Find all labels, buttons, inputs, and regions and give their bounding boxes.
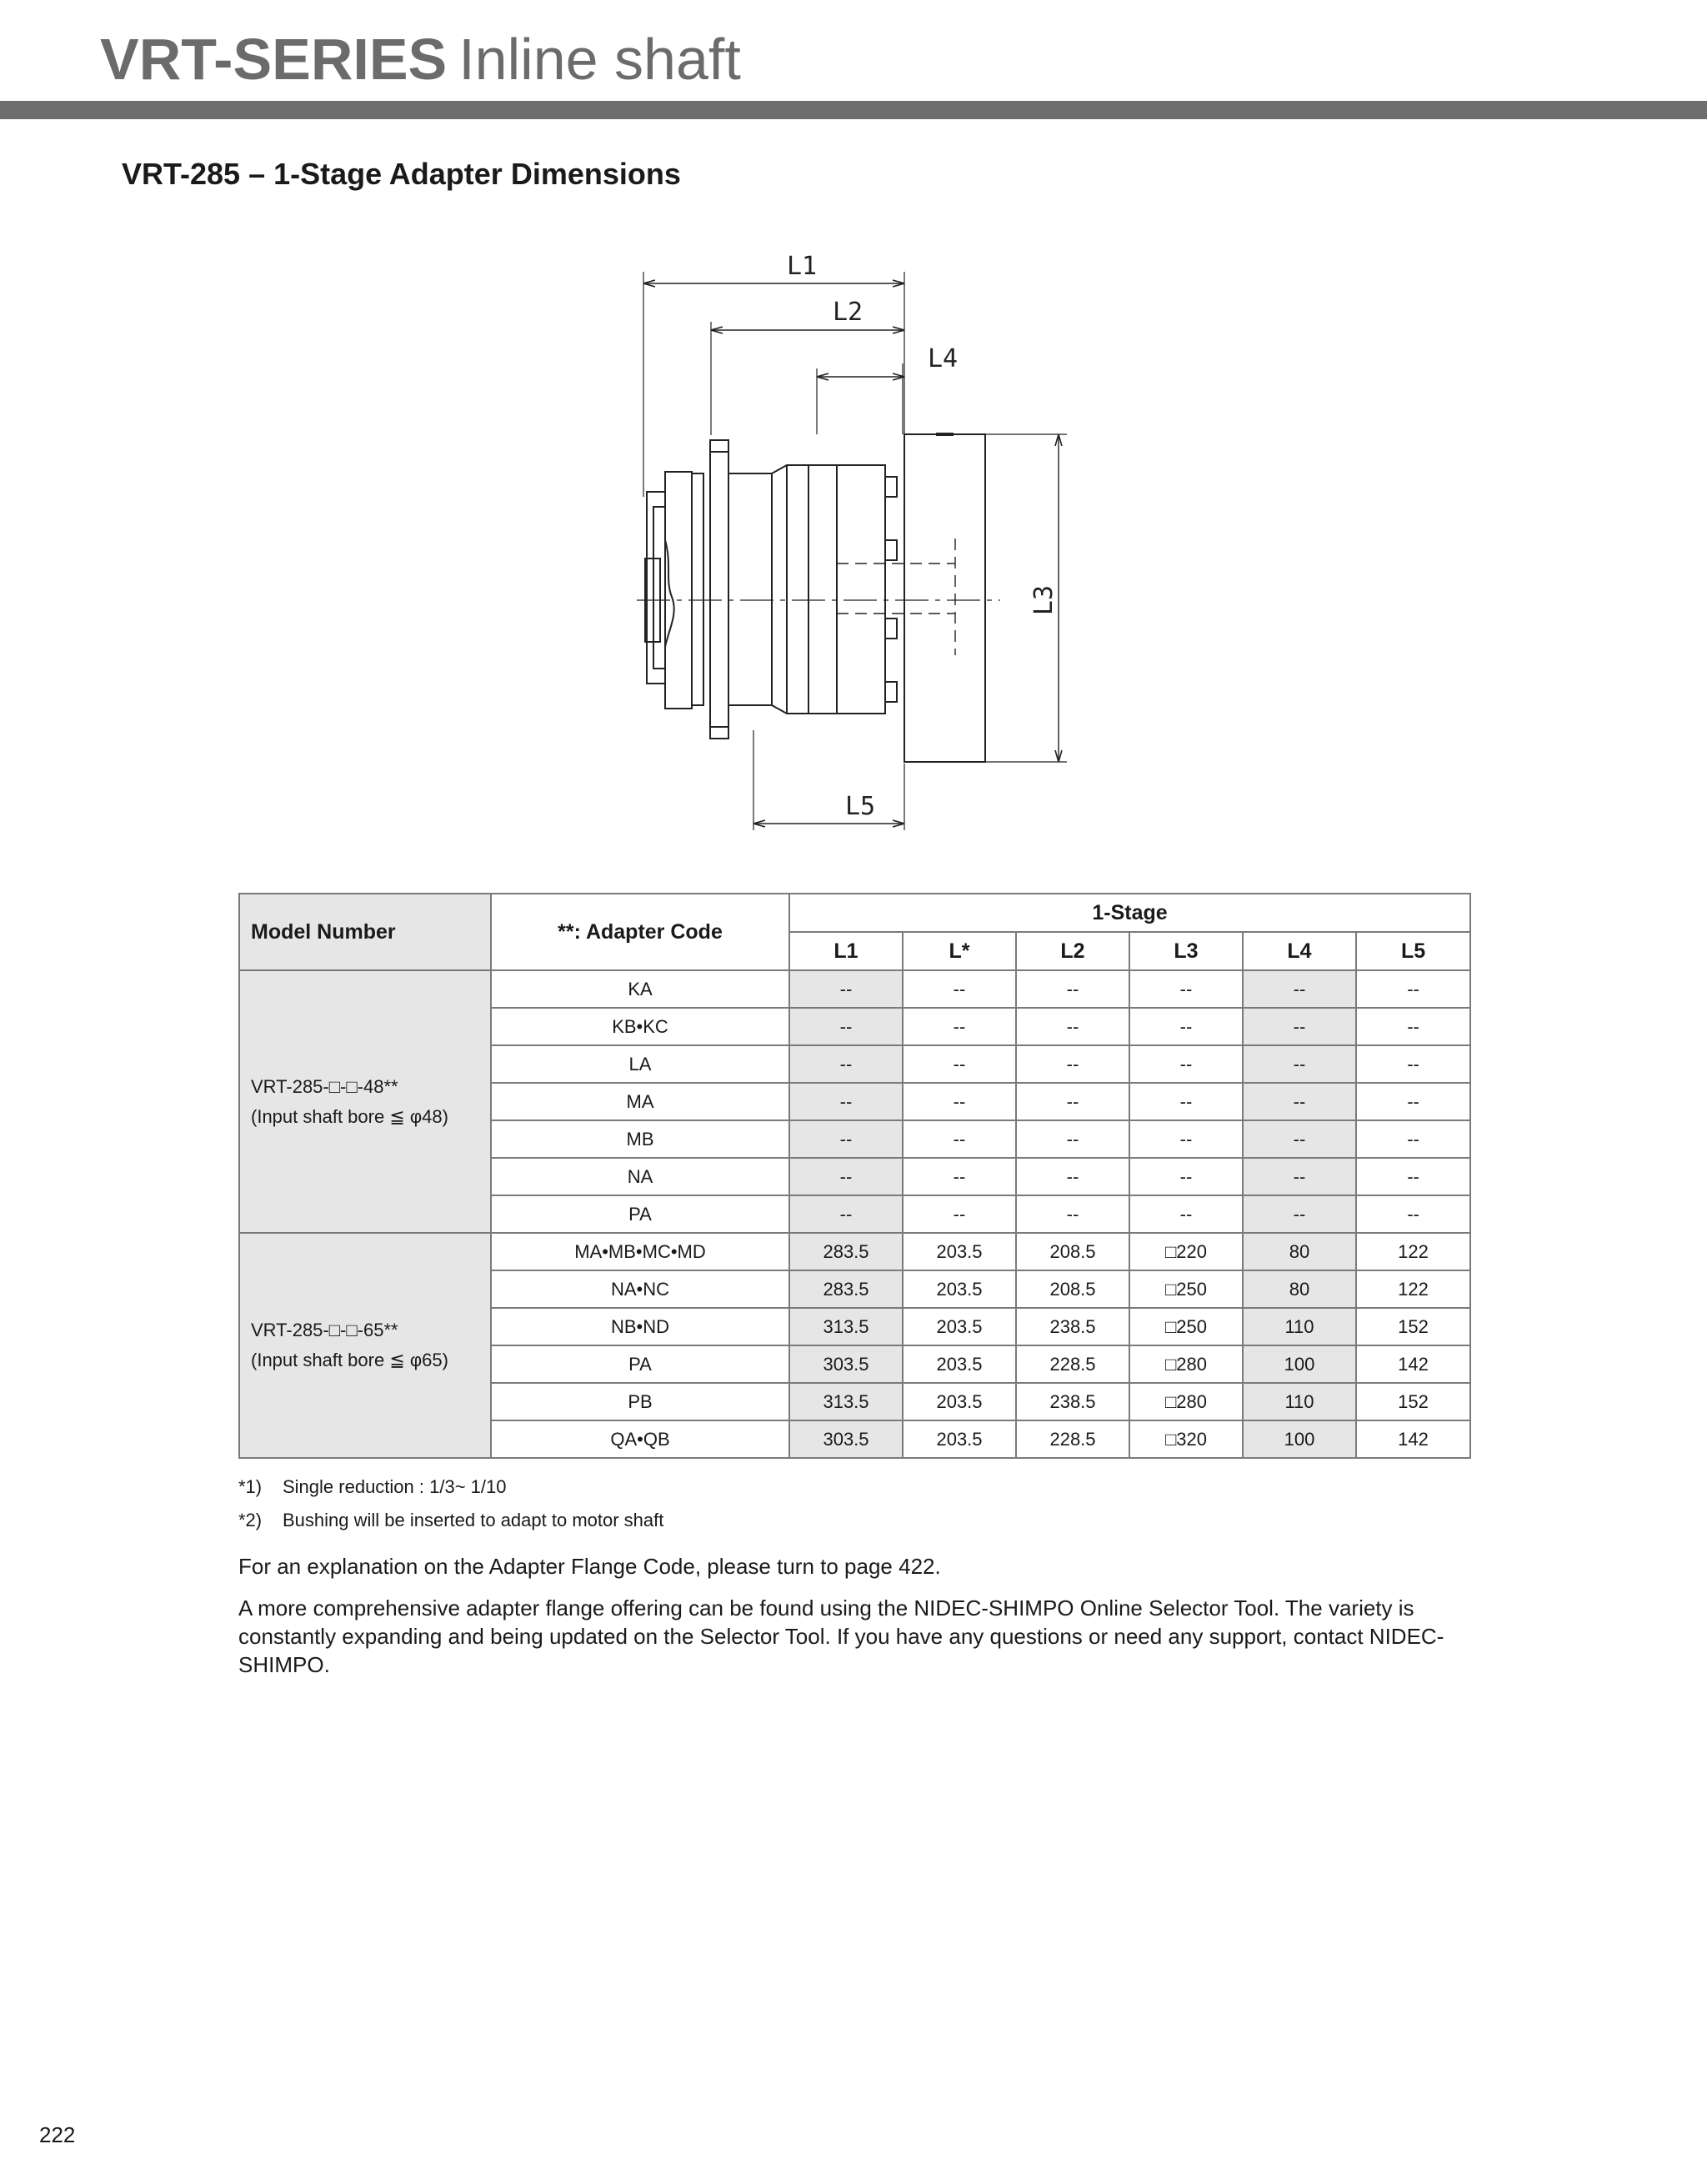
dimension-cell-l2: 228.5 bbox=[1016, 1420, 1129, 1458]
dimension-cell-l2: 238.5 bbox=[1016, 1308, 1129, 1345]
dimension-cell-l2: -- bbox=[1016, 1158, 1129, 1195]
adapter-code-cell: KA bbox=[491, 970, 789, 1008]
dimension-cell-l4: -- bbox=[1243, 1083, 1356, 1120]
header-model-number: Model Number bbox=[239, 894, 491, 970]
dimension-cell-l4: -- bbox=[1243, 1008, 1356, 1045]
dimension-cell-l2: 208.5 bbox=[1016, 1233, 1129, 1270]
footnote-1 bbox=[238, 1476, 506, 1498]
page-number: 222 bbox=[39, 2122, 76, 2147]
table-body bbox=[239, 970, 1470, 1458]
dimension-cell-l5: 152 bbox=[1356, 1383, 1470, 1420]
series-name: VRT-SERIES bbox=[100, 27, 448, 92]
adapter-code-cell: PA bbox=[491, 1345, 789, 1383]
dimension-cell-l4: -- bbox=[1243, 1120, 1356, 1158]
model-number: VRT-285-□-□-65** bbox=[251, 1320, 398, 1340]
selector-tool-paragraph: A more comprehensive adapter flange offering can be found using the NIDEC-SHIMPO Online Selector Tool. The variety is constantly expanding and being updated on the Selector Tool. If you have any questions or need any support, contact NIDEC-SHIMPO. bbox=[238, 1595, 1444, 1677]
adapter-code-cell: NA•NC bbox=[491, 1270, 789, 1308]
dimension-cell-l4: -- bbox=[1243, 1045, 1356, 1083]
dimension-cell-lstar: -- bbox=[903, 1158, 1016, 1195]
dimension-cell-l3: -- bbox=[1129, 1158, 1243, 1195]
dimension-cell-l5: -- bbox=[1356, 1045, 1470, 1083]
dimension-cell-l3: -- bbox=[1129, 970, 1243, 1008]
dimension-cell-lstar: 203.5 bbox=[903, 1233, 1016, 1270]
adapter-code-cell: MB bbox=[491, 1120, 789, 1158]
dimension-cell-l5: -- bbox=[1356, 1195, 1470, 1233]
footnote-text: Bushing will be inserted to adapt to motor shaft bbox=[283, 1510, 664, 1530]
table-header-row bbox=[239, 894, 1470, 932]
dimension-cell-l3: -- bbox=[1129, 1083, 1243, 1120]
header-l3: L3 bbox=[1129, 932, 1243, 970]
dimension-cell-l5: -- bbox=[1356, 1120, 1470, 1158]
header-divider-bar bbox=[0, 101, 1707, 119]
dimension-cell-l3: □280 bbox=[1129, 1383, 1243, 1420]
dimension-cell-lstar: -- bbox=[903, 1120, 1016, 1158]
dimension-cell-l2: -- bbox=[1016, 1008, 1129, 1045]
dimension-cell-l3: -- bbox=[1129, 1008, 1243, 1045]
dimension-cell-l4: 100 bbox=[1243, 1345, 1356, 1383]
dimension-cell-l2: -- bbox=[1016, 1120, 1129, 1158]
dimension-cell-l5: 122 bbox=[1356, 1233, 1470, 1270]
dimension-cell-l1: 283.5 bbox=[789, 1233, 903, 1270]
adapter-code-cell: MA bbox=[491, 1083, 789, 1120]
footnote-number: *1) bbox=[238, 1476, 263, 1497]
dimension-cell-l2: 208.5 bbox=[1016, 1270, 1129, 1308]
dimension-cell-l3: -- bbox=[1129, 1045, 1243, 1083]
section-title: VRT-285 – 1-Stage Adapter Dimensions bbox=[122, 157, 681, 191]
adapter-code-cell: NA bbox=[491, 1158, 789, 1195]
dimension-cell-lstar: -- bbox=[903, 1008, 1016, 1045]
dimension-cell-l2: 238.5 bbox=[1016, 1383, 1129, 1420]
dim-label-l1: L1 bbox=[786, 252, 818, 281]
dimension-cell-l2: -- bbox=[1016, 1045, 1129, 1083]
header-l4: L4 bbox=[1243, 932, 1356, 970]
dimension-cell-l1: -- bbox=[789, 1083, 903, 1120]
dimension-cell-l4: -- bbox=[1243, 1195, 1356, 1233]
header-l1: L1 bbox=[789, 932, 903, 970]
dimension-cell-l5: 142 bbox=[1356, 1345, 1470, 1383]
dimension-cell-l1: -- bbox=[789, 970, 903, 1008]
dimension-cell-l1: -- bbox=[789, 1008, 903, 1045]
dimension-cell-l5: 142 bbox=[1356, 1420, 1470, 1458]
dimension-cell-lstar: 203.5 bbox=[903, 1270, 1016, 1308]
footnote-number: *2) bbox=[238, 1510, 263, 1530]
dimension-cell-l5: 152 bbox=[1356, 1308, 1470, 1345]
adapter-dimension-drawing bbox=[617, 247, 1084, 840]
model-number-cell bbox=[239, 970, 491, 1233]
dimension-cell-lstar: 203.5 bbox=[903, 1345, 1016, 1383]
adapter-code-reference-paragraph: For an explanation on the Adapter Flange Code, please turn to page 422. bbox=[238, 1554, 941, 1579]
dimension-cell-lstar: -- bbox=[903, 970, 1016, 1008]
adapter-code-cell: PA bbox=[491, 1195, 789, 1233]
footnote-2 bbox=[238, 1510, 663, 1531]
dimension-cell-l1: -- bbox=[789, 1158, 903, 1195]
dim-label-l4: L4 bbox=[927, 344, 959, 373]
dimension-cell-l1: 303.5 bbox=[789, 1345, 903, 1383]
model-number-cell bbox=[239, 1233, 491, 1458]
header-stage: 1-Stage bbox=[789, 894, 1470, 932]
dimension-cell-l3: □250 bbox=[1129, 1308, 1243, 1345]
footnote-text: Single reduction : 1/3~ 1/10 bbox=[283, 1476, 507, 1497]
dimension-cell-lstar: 203.5 bbox=[903, 1383, 1016, 1420]
adapter-code-cell: PB bbox=[491, 1383, 789, 1420]
dimension-cell-l1: 303.5 bbox=[789, 1420, 903, 1458]
dimension-cell-l3: -- bbox=[1129, 1120, 1243, 1158]
dimension-cell-lstar: 203.5 bbox=[903, 1420, 1016, 1458]
dimension-cell-l3: □320 bbox=[1129, 1420, 1243, 1458]
dimension-cell-l4: -- bbox=[1243, 1158, 1356, 1195]
dimension-cell-l1: -- bbox=[789, 1195, 903, 1233]
dimension-cell-l4: 100 bbox=[1243, 1420, 1356, 1458]
dimension-cell-l1: 313.5 bbox=[789, 1308, 903, 1345]
header-adapter-code: **: Adapter Code bbox=[491, 894, 789, 970]
dimension-cell-l5: -- bbox=[1356, 1008, 1470, 1045]
dimension-cell-l2: -- bbox=[1016, 970, 1129, 1008]
dimension-cell-l1: 283.5 bbox=[789, 1270, 903, 1308]
dim-label-l3: L3 bbox=[1029, 584, 1059, 616]
dimension-cell-l4: -- bbox=[1243, 970, 1356, 1008]
model-number: VRT-285-□-□-48** bbox=[251, 1075, 398, 1097]
dimension-cell-lstar: -- bbox=[903, 1195, 1016, 1233]
dimension-cell-l1: -- bbox=[789, 1120, 903, 1158]
header-l2: L2 bbox=[1016, 932, 1129, 970]
dimension-cell-l2: -- bbox=[1016, 1083, 1129, 1120]
series-subtitle: Inline shaft bbox=[458, 27, 741, 92]
dimension-cell-l4: 80 bbox=[1243, 1233, 1356, 1270]
dim-label-l2: L2 bbox=[832, 298, 864, 327]
header-lstar: L* bbox=[903, 932, 1016, 970]
adapter-code-cell: NB•ND bbox=[491, 1308, 789, 1345]
dimension-cell-l1: -- bbox=[789, 1045, 903, 1083]
dimension-cell-l2: 228.5 bbox=[1016, 1345, 1129, 1383]
dimension-cell-lstar: -- bbox=[903, 1083, 1016, 1120]
dimension-cell-lstar: 203.5 bbox=[903, 1308, 1016, 1345]
dimension-cell-l3: □250 bbox=[1129, 1270, 1243, 1308]
dimensions-table bbox=[238, 893, 1471, 1459]
dimension-cell-l2: -- bbox=[1016, 1195, 1129, 1233]
dimension-cell-l5: 122 bbox=[1356, 1270, 1470, 1308]
dimension-cell-l3: -- bbox=[1129, 1195, 1243, 1233]
series-title bbox=[100, 22, 741, 97]
table-row bbox=[239, 1233, 1470, 1270]
model-bore-note: (Input shaft bore ≦ φ48) bbox=[251, 1105, 448, 1127]
dimension-cell-l4: 110 bbox=[1243, 1383, 1356, 1420]
table-row bbox=[239, 970, 1470, 1008]
dimension-cell-l5: -- bbox=[1356, 1158, 1470, 1195]
dimension-cell-l3: □220 bbox=[1129, 1233, 1243, 1270]
model-bore-note: (Input shaft bore ≦ φ65) bbox=[251, 1350, 448, 1370]
adapter-code-cell: QA•QB bbox=[491, 1420, 789, 1458]
adapter-code-cell: MA•MB•MC•MD bbox=[491, 1233, 789, 1270]
dimension-cell-lstar: -- bbox=[903, 1045, 1016, 1083]
adapter-code-cell: LA bbox=[491, 1045, 789, 1083]
header-l5: L5 bbox=[1356, 932, 1470, 970]
dimension-cell-l4: 80 bbox=[1243, 1270, 1356, 1308]
dimension-cell-l5: -- bbox=[1356, 1083, 1470, 1120]
dim-label-l5: L5 bbox=[844, 792, 876, 821]
dimension-cell-l1: 313.5 bbox=[789, 1383, 903, 1420]
dimension-cell-l5: -- bbox=[1356, 970, 1470, 1008]
dimension-cell-l4: 110 bbox=[1243, 1308, 1356, 1345]
adapter-code-cell: KB•KC bbox=[491, 1008, 789, 1045]
dimension-cell-l3: □280 bbox=[1129, 1345, 1243, 1383]
